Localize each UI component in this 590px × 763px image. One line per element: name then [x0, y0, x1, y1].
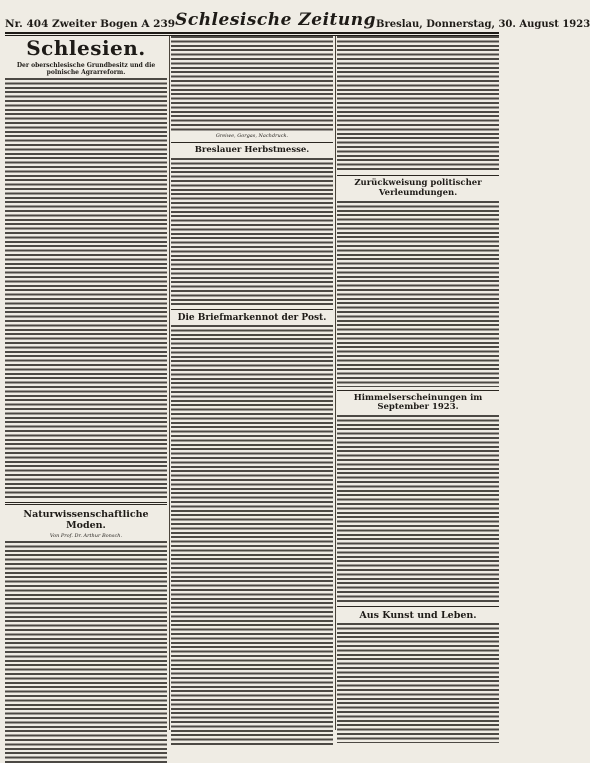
divider	[171, 309, 333, 310]
article-text-himmelserscheinungen	[337, 415, 499, 603]
article-text-continued	[171, 36, 333, 132]
section-heading-schlesien: Schlesien.	[26, 36, 146, 60]
article-heading-verleumdungen: Zurückweisung politischer Verleumdungen.	[354, 178, 482, 198]
newspaper-page	[5, 4, 590, 732]
article-text-herbstmesse	[171, 158, 333, 306]
column-2	[171, 36, 333, 730]
dateline: Breslau, Donnerstag, 30. August 1923	[376, 19, 590, 30]
newspaper-title: Schlesische Zeitung	[175, 10, 377, 30]
issue-number: Nr. 404 Zweiter Bogen A 239	[5, 18, 176, 30]
article-text-kunst-und-leben	[337, 623, 499, 743]
column-3	[337, 36, 499, 730]
divider	[171, 142, 333, 143]
article-text-continued	[337, 36, 499, 172]
article-text-briefmarkennot	[171, 325, 333, 745]
article-text-grundbesitz	[5, 78, 167, 498]
divider	[337, 606, 499, 607]
column-1	[5, 36, 167, 730]
article-heading-herbstmesse: Breslauer Herbstmesse.	[194, 145, 310, 155]
divider	[337, 175, 499, 176]
columns	[5, 36, 499, 730]
article-heading-naturwissenschaft: Naturwissenschaftliche Moden.	[23, 509, 149, 531]
article-heading-himmelserscheinungen: Himmelserscheinungen im September 1923.	[353, 392, 483, 413]
section-divider	[5, 502, 167, 505]
article-signature: Greiwe, Gorgas, Nachdruck.	[215, 133, 289, 139]
divider	[337, 390, 499, 391]
article-heading-grundbesitz: Der oberschlesische Grundbesitz und die polnische Agrarreform.	[16, 62, 156, 76]
masthead	[5, 4, 590, 34]
article-heading-kunst-und-leben: Aus Kunst und Leben.	[359, 610, 477, 622]
article-text-naturwissenschaft	[5, 541, 167, 763]
article-byline: Von Prof. Dr. Arthur Bonsch.	[49, 533, 123, 539]
article-text-verleumdungen	[337, 201, 499, 387]
article-heading-briefmarkennot: Die Briefmarkennot der Post.	[177, 312, 327, 323]
